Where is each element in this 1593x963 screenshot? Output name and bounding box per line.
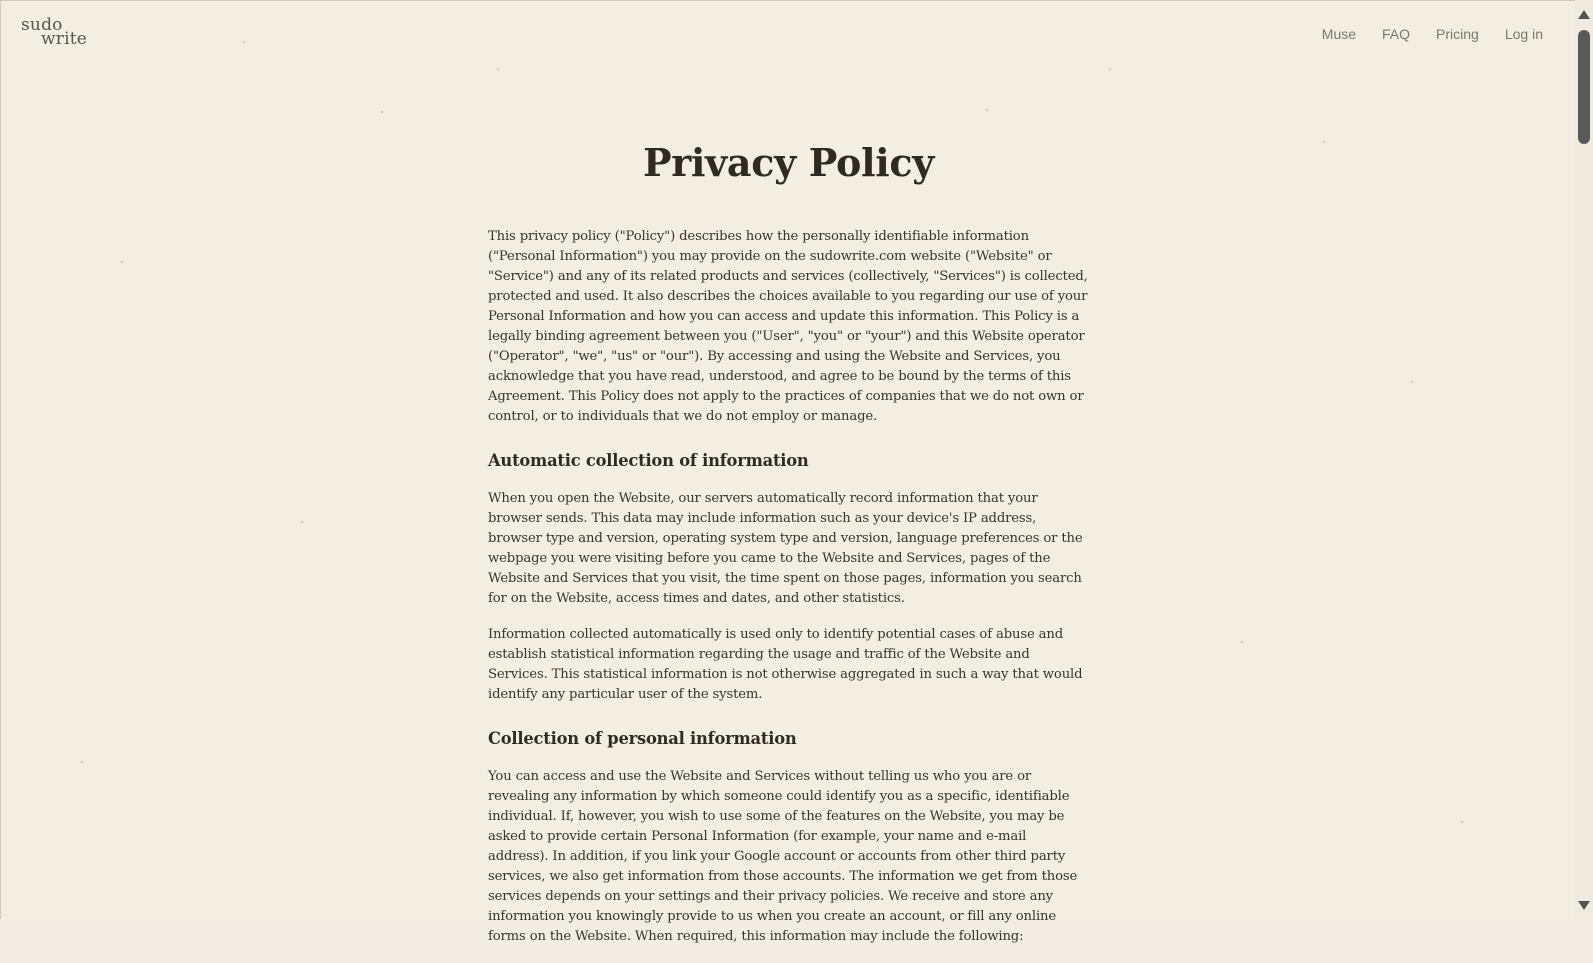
paper-speckle <box>81 761 83 763</box>
scrollbar-thumb[interactable] <box>1578 30 1590 144</box>
nav-login-link[interactable]: Log in <box>1504 26 1543 42</box>
section-heading-personal-information: Collection of personal information <box>488 729 797 748</box>
top-nav <box>1322 26 1543 42</box>
section-paragraph: When you open the Website, our servers automatically record information that your browser sends. This data may include information such as your device's IP address, browser type and version, operating system type and version, language preferences or the webpage you were visiting before you came to the Website and Services, pages of the Website and Services that you visit, the time spent on those pages, information you search for on the Website, access times and dates, and other statistics. <box>488 491 1083 606</box>
paper-speckle <box>986 109 988 111</box>
page-title: Privacy Policy <box>643 140 934 185</box>
paper-speckle <box>1411 381 1413 383</box>
nav-muse-link[interactable]: Muse <box>1321 26 1357 42</box>
intro-paragraph: This privacy policy ("Policy") describes how the personally identifiable information ("Personal Information") you may provide on the sudowrite.com website ("Website" or "Service") and any of its related products and services (collectively, "Services") is collected, protected and used. It also describes the choices available to you regarding our use of your Personal Information and how you can access and update this information. This Policy is a legally binding agreement between you ("User", "you" or "your") and this Website operator ("Operator", "we", "us" or "our"). By accessing and using the Website and Services, you acknowledge that you have read, understood, and agree to be bound by the terms of this Agreement. This Policy does not apply to the practices of companies that we do not own or control, or to individuals that we do not employ or manage. <box>488 229 1088 424</box>
paper-speckle <box>381 111 383 113</box>
paper-speckle <box>497 68 499 70</box>
vertical-scrollbar[interactable] <box>1575 0 1593 919</box>
logo-line-1: sudo <box>21 15 63 35</box>
nav-faq-link[interactable]: FAQ <box>1382 26 1411 42</box>
nav-pricing-link[interactable]: Pricing <box>1436 26 1479 42</box>
triangle-down-icon[interactable] <box>1578 901 1590 910</box>
paper-speckle <box>1461 821 1463 823</box>
section-paragraph: Information collected automatically is used only to identify potential cases of abuse and establish statistical information regarding the usage and traffic of the Website and Services. This statistical information is not otherwise aggregated in such a way that would identify any particular user of the system. <box>488 627 1083 702</box>
paper-speckle <box>1241 641 1243 643</box>
policy-content <box>488 131 1089 963</box>
sudowrite-logo[interactable] <box>21 15 88 49</box>
logo-line-2: write <box>41 29 88 49</box>
paper-speckle <box>1323 141 1325 143</box>
paper-speckle <box>121 261 123 263</box>
paper-speckle <box>1109 68 1111 70</box>
section-paragraph: You can access and use the Website and Services without telling us who you are or revealing any information by which someone could identify you as a specific, identifiable individual. If, however, you wish to use some of the features on the Website, you may be asked to provide certain Personal Information (for example, your name and e-mail address). In addition, if you link your Google account or accounts from other third party services, we also get information from those accounts. The information we get from those services depends on your settings and their privacy policies. We receive and store any information you knowingly provide to us when you create an account, or fill any online forms on the Website. When required, this information may include the following: <box>488 769 1078 944</box>
paper-speckle <box>301 521 303 523</box>
paper-speckle <box>243 41 245 43</box>
triangle-up-icon[interactable] <box>1578 10 1590 19</box>
section-heading-automatic-collection: Automatic collection of information <box>488 451 809 470</box>
